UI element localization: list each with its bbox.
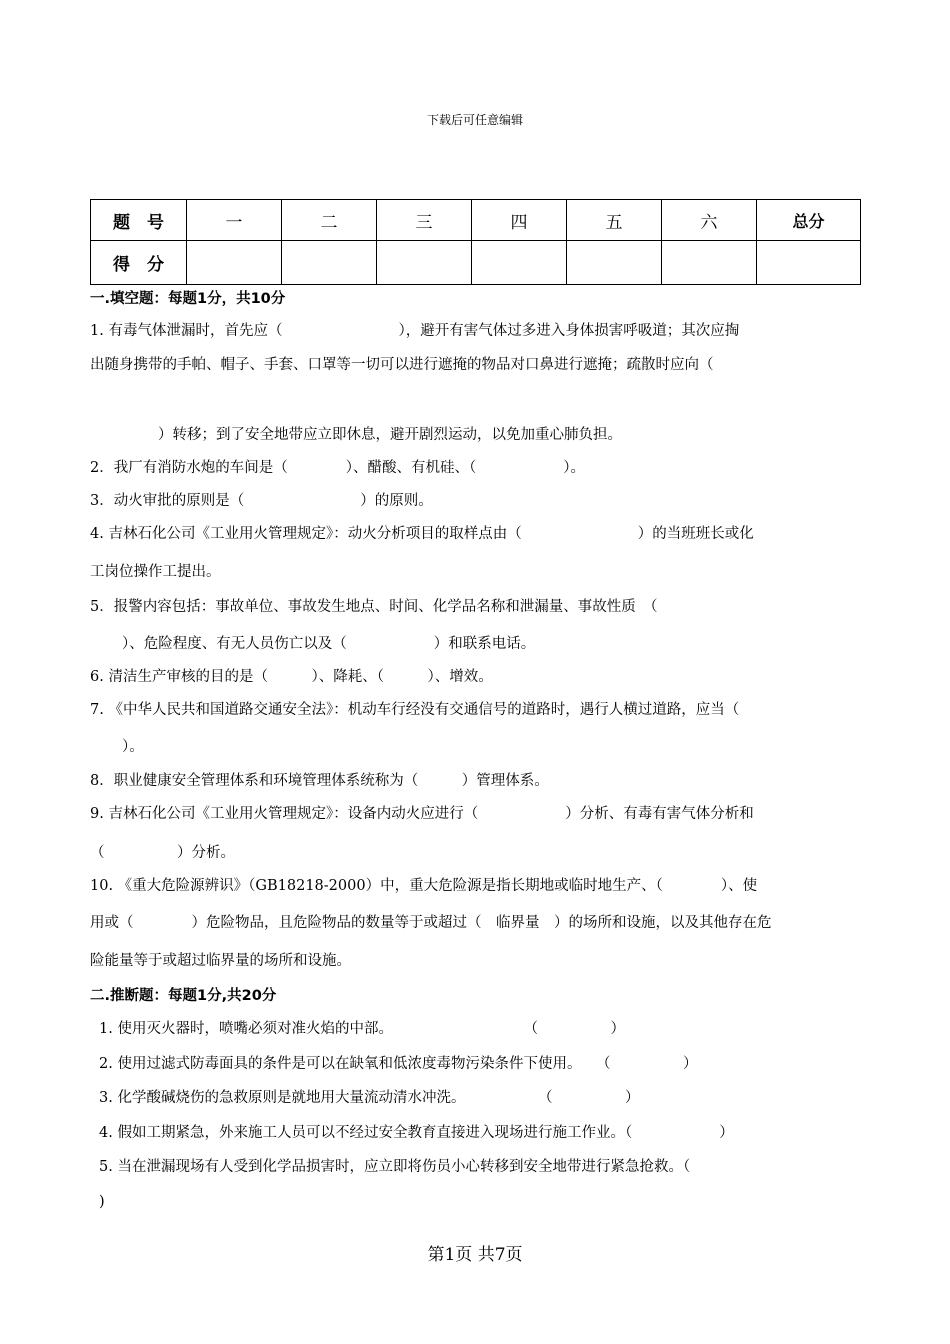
exam-content	[90, 288, 862, 1226]
q9-line2: （ ）分析。	[90, 845, 235, 861]
score-cell	[187, 241, 282, 285]
column-3: 三	[377, 200, 472, 241]
tf-item-2: 2. 使用过滤式防毒面具的条件是可以在缺氧和低浓度毒物污染条件下使用。 （ ）	[99, 1055, 698, 1072]
header-note: 下载后可任意编辑	[426, 113, 523, 127]
q5-line1: 5．报警内容包括：事故单位、事故发生地点、时间、化学品名称和泄漏量、事故性质 （	[90, 599, 658, 615]
page-footer: 第1页 共7页	[427, 1245, 523, 1265]
q8: 8．职业健康安全管理体系和环境管理体系统称为（ ）管理体系。	[90, 773, 549, 789]
q2: 2．我厂有消防水炮的车间是（ ）、醋酸、有机硅、（ ）。	[90, 460, 585, 476]
score-cell	[567, 241, 662, 285]
score-table-score-row	[91, 241, 861, 285]
tf-item-4: 4. 假如工期紧急，外来施工人员可以不经过安全教育直接进入现场进行施工作业。（ ）	[99, 1124, 734, 1141]
tf-item-1: 1. 使用灭火器时，喷嘴必须对准火焰的中部。 （ ）	[99, 1021, 625, 1037]
score-table	[90, 199, 861, 285]
q10-line3: 险能量等于或超过临界量的场所和设施。	[90, 953, 351, 969]
q1-line1: 1. 有毒气体泄漏时，首先应（ ），避开有害气体过多进入身体损害呼吸道；其次应掏	[90, 323, 740, 339]
score-label: 得 分	[91, 241, 187, 285]
q7-line2: ）。	[122, 739, 144, 755]
q7-line1: 7. 《中华人民共和国道路交通安全法》：机动车行经没有交通信号的道路时，遇行人横过道路，应当（	[90, 702, 740, 718]
column-6: 六	[662, 200, 757, 241]
q9-line1: 9. 吉林石化公司《工业用火管理规定》：设备内动火应进行（ ）分析、有毒有害气体分析和	[90, 806, 754, 822]
q5-line2: ）、危险程度、有无人员伤亡以及（ ）和联系电话。	[122, 636, 536, 652]
q10-line2: 用或（ ）危险物品，且危险物品的数量等于或超过（ 临界量 ）的场所和设施，以及其他存在危	[90, 915, 772, 931]
q4-line1: 4. 吉林石化公司《工业用火管理规定》：动火分析项目的取样点由（ ）的当班班长或化	[90, 526, 754, 542]
column-2: 二	[282, 200, 377, 241]
question-number-label: 题 号	[91, 200, 187, 241]
score-cell	[377, 241, 472, 285]
column-4: 四	[472, 200, 567, 241]
score-cell	[282, 241, 377, 285]
tf-item-5: 5. 当在泄漏现场有人受到化学品损害时，应立即将伤员小心转移到安全地带进行紧急抢救。（	[99, 1159, 691, 1175]
score-cell	[757, 241, 861, 285]
column-1: 一	[187, 200, 282, 241]
q1-line2: 出随身携带的手帕、帽子、手套、口罩等一切可以进行遮掩的物品对口鼻进行遮掩；疏散时应向（	[90, 357, 714, 373]
section2-title: 二.推断题：每题1分,共20分	[90, 988, 277, 1004]
q3: 3．动火审批的原则是（ ）的原则。	[90, 493, 433, 509]
score-cell	[662, 241, 757, 285]
score-cell	[472, 241, 567, 285]
q10-line1: 10. 《重大危险源辨识》（GB18218-2000）中，重大危险源是指长期地或临时地生产、（ ）、使	[90, 878, 758, 894]
q4-line2: 工岗位操作工提出。	[90, 564, 221, 580]
tf-item-5-continued: )	[99, 1193, 105, 1210]
column-total: 总分	[757, 200, 861, 241]
q1-line3: ）转移；到了安全地带应立即休息，避开剧烈运动，以免加重心肺负担。	[158, 427, 622, 443]
column-5: 五	[567, 200, 662, 241]
tf-item-3: 3. 化学酸碱烧伤的急救原则是就地用大量流动清水冲洗。 （ ）	[99, 1090, 640, 1106]
score-table-header-row	[91, 200, 861, 241]
q6: 6. 清洁生产审核的目的是（ ）、降耗、（ ）、增效。	[90, 669, 493, 685]
section1-title: 一.填空题：每题1分，共10分	[90, 291, 286, 307]
